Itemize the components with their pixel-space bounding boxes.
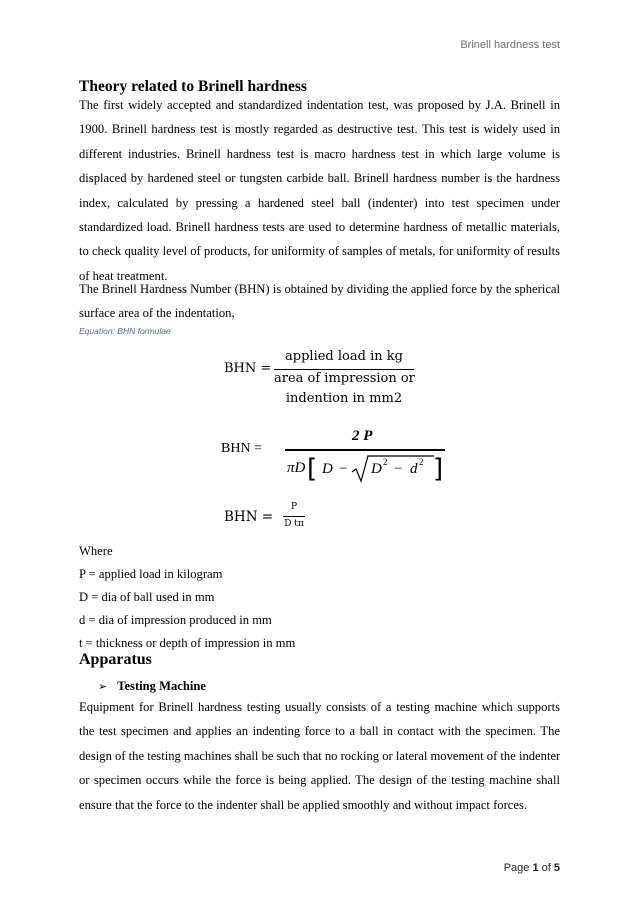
eq2-exp-1: 2 — [383, 457, 388, 467]
eq2-pi-d: πD — [287, 460, 306, 476]
text-line: design of the testing machines shall be such that no rocking or lateral movement of the indenter — [79, 748, 560, 763]
eq2-numerator: 2 P — [352, 428, 373, 444]
eq2-small-d: d — [410, 461, 418, 477]
text-line: displaced by hardened steel or tungsten carbide ball. Brinell hardness number is the hardness — [79, 171, 560, 186]
text-line: or specimen occurs while the force is being applied. The design of the testing machine shall — [79, 773, 560, 788]
right-bracket-icon: ] — [433, 454, 444, 484]
eq1-fraction-bar — [274, 369, 414, 370]
eq2-lhs: BHN = — [221, 441, 262, 456]
apparatus-heading: Apparatus — [79, 651, 152, 668]
definitions-heading: Where — [79, 544, 113, 558]
arrow-bullet-icon: ➢ — [98, 680, 108, 693]
text-line: surface area of the indentation, — [79, 306, 235, 321]
eq2-minus: − — [339, 461, 348, 477]
section-title: Theory related to Brinell hardness — [79, 78, 307, 95]
eq2-exp-2: 2 — [419, 457, 424, 467]
bhn-paragraph — [79, 277, 560, 326]
page-footer — [504, 862, 560, 874]
apparatus-paragraph — [79, 695, 560, 817]
definition-item: P = applied load in kilogram — [79, 567, 223, 581]
text-line: the test specimen and applies an indenting force to a ball in contact with the specimen. The — [79, 724, 560, 739]
text-line: of heat treatment. — [79, 268, 168, 283]
text-line: The Brinell Hardness Number (BHN) is obtained by dividing the applied force by the spherical — [79, 282, 560, 296]
text-line: to check quality level of products, for uniformity of samples of metals, for uniformity of results — [79, 244, 560, 259]
page-number: 1 — [532, 862, 539, 874]
text-line: standardized load. Brinell hardness tests are used to determine hardness of metallic materials, — [79, 219, 560, 234]
eq2-minus-2: − — [394, 461, 403, 477]
text-line: different industries. Brinell hardness test is macro hardness test in which large volume is — [79, 146, 560, 161]
text-line: The first widely accepted and standardized indentation test, was proposed by J.A. Brinell in — [79, 98, 560, 112]
equation-caption: Equation: BHN formulae — [79, 326, 171, 336]
left-bracket-icon: [ — [307, 454, 318, 484]
running-header: Brinell hardness test — [460, 39, 560, 51]
eq3-lhs: BHN = — [224, 509, 274, 525]
definition-item: D = dia of ball used in mm — [79, 590, 215, 604]
eq1-numerator: applied load in kg — [285, 349, 403, 364]
eq3-numerator: P — [290, 502, 298, 512]
eq3-fraction-bar — [283, 516, 305, 517]
variable-definitions — [79, 540, 295, 655]
text-line: Equipment for Brinell hardness testing usually consists of a testing machine which supports — [79, 700, 560, 714]
text-line: index, calculated by pressing a hardened steel ball (indenter) into test specimen under — [79, 195, 560, 210]
definition-item: d = dia of impression produced in mm — [79, 613, 272, 627]
eq3-denominator: D tπ — [284, 519, 304, 529]
eq2-d-outer: D — [322, 461, 333, 477]
theory-paragraph — [79, 93, 560, 288]
footer-of: of — [538, 862, 554, 874]
footer-prefix: Page — [503, 862, 533, 874]
eq1-denominator-line1: area of impression or — [274, 371, 415, 386]
eq1-denominator-line2: indention in mm2 — [285, 391, 403, 406]
eq2-d-inner: D — [371, 461, 382, 477]
eq2-fraction-bar — [285, 449, 445, 451]
bullet-item — [98, 679, 206, 694]
definition-item: t = thickness or depth of impression in mm — [79, 636, 296, 650]
page-total: 5 — [553, 862, 560, 874]
text-line: ensure that the force to the indenter shall be applied smoothly and without impact forces. — [79, 797, 527, 812]
bullet-label: Testing Machine — [117, 679, 206, 693]
eq1-lhs: BHN = — [224, 361, 272, 376]
text-line: 1900. Brinell hardness test is mostly regarded as destructive test. This test is widely used in — [79, 122, 560, 137]
